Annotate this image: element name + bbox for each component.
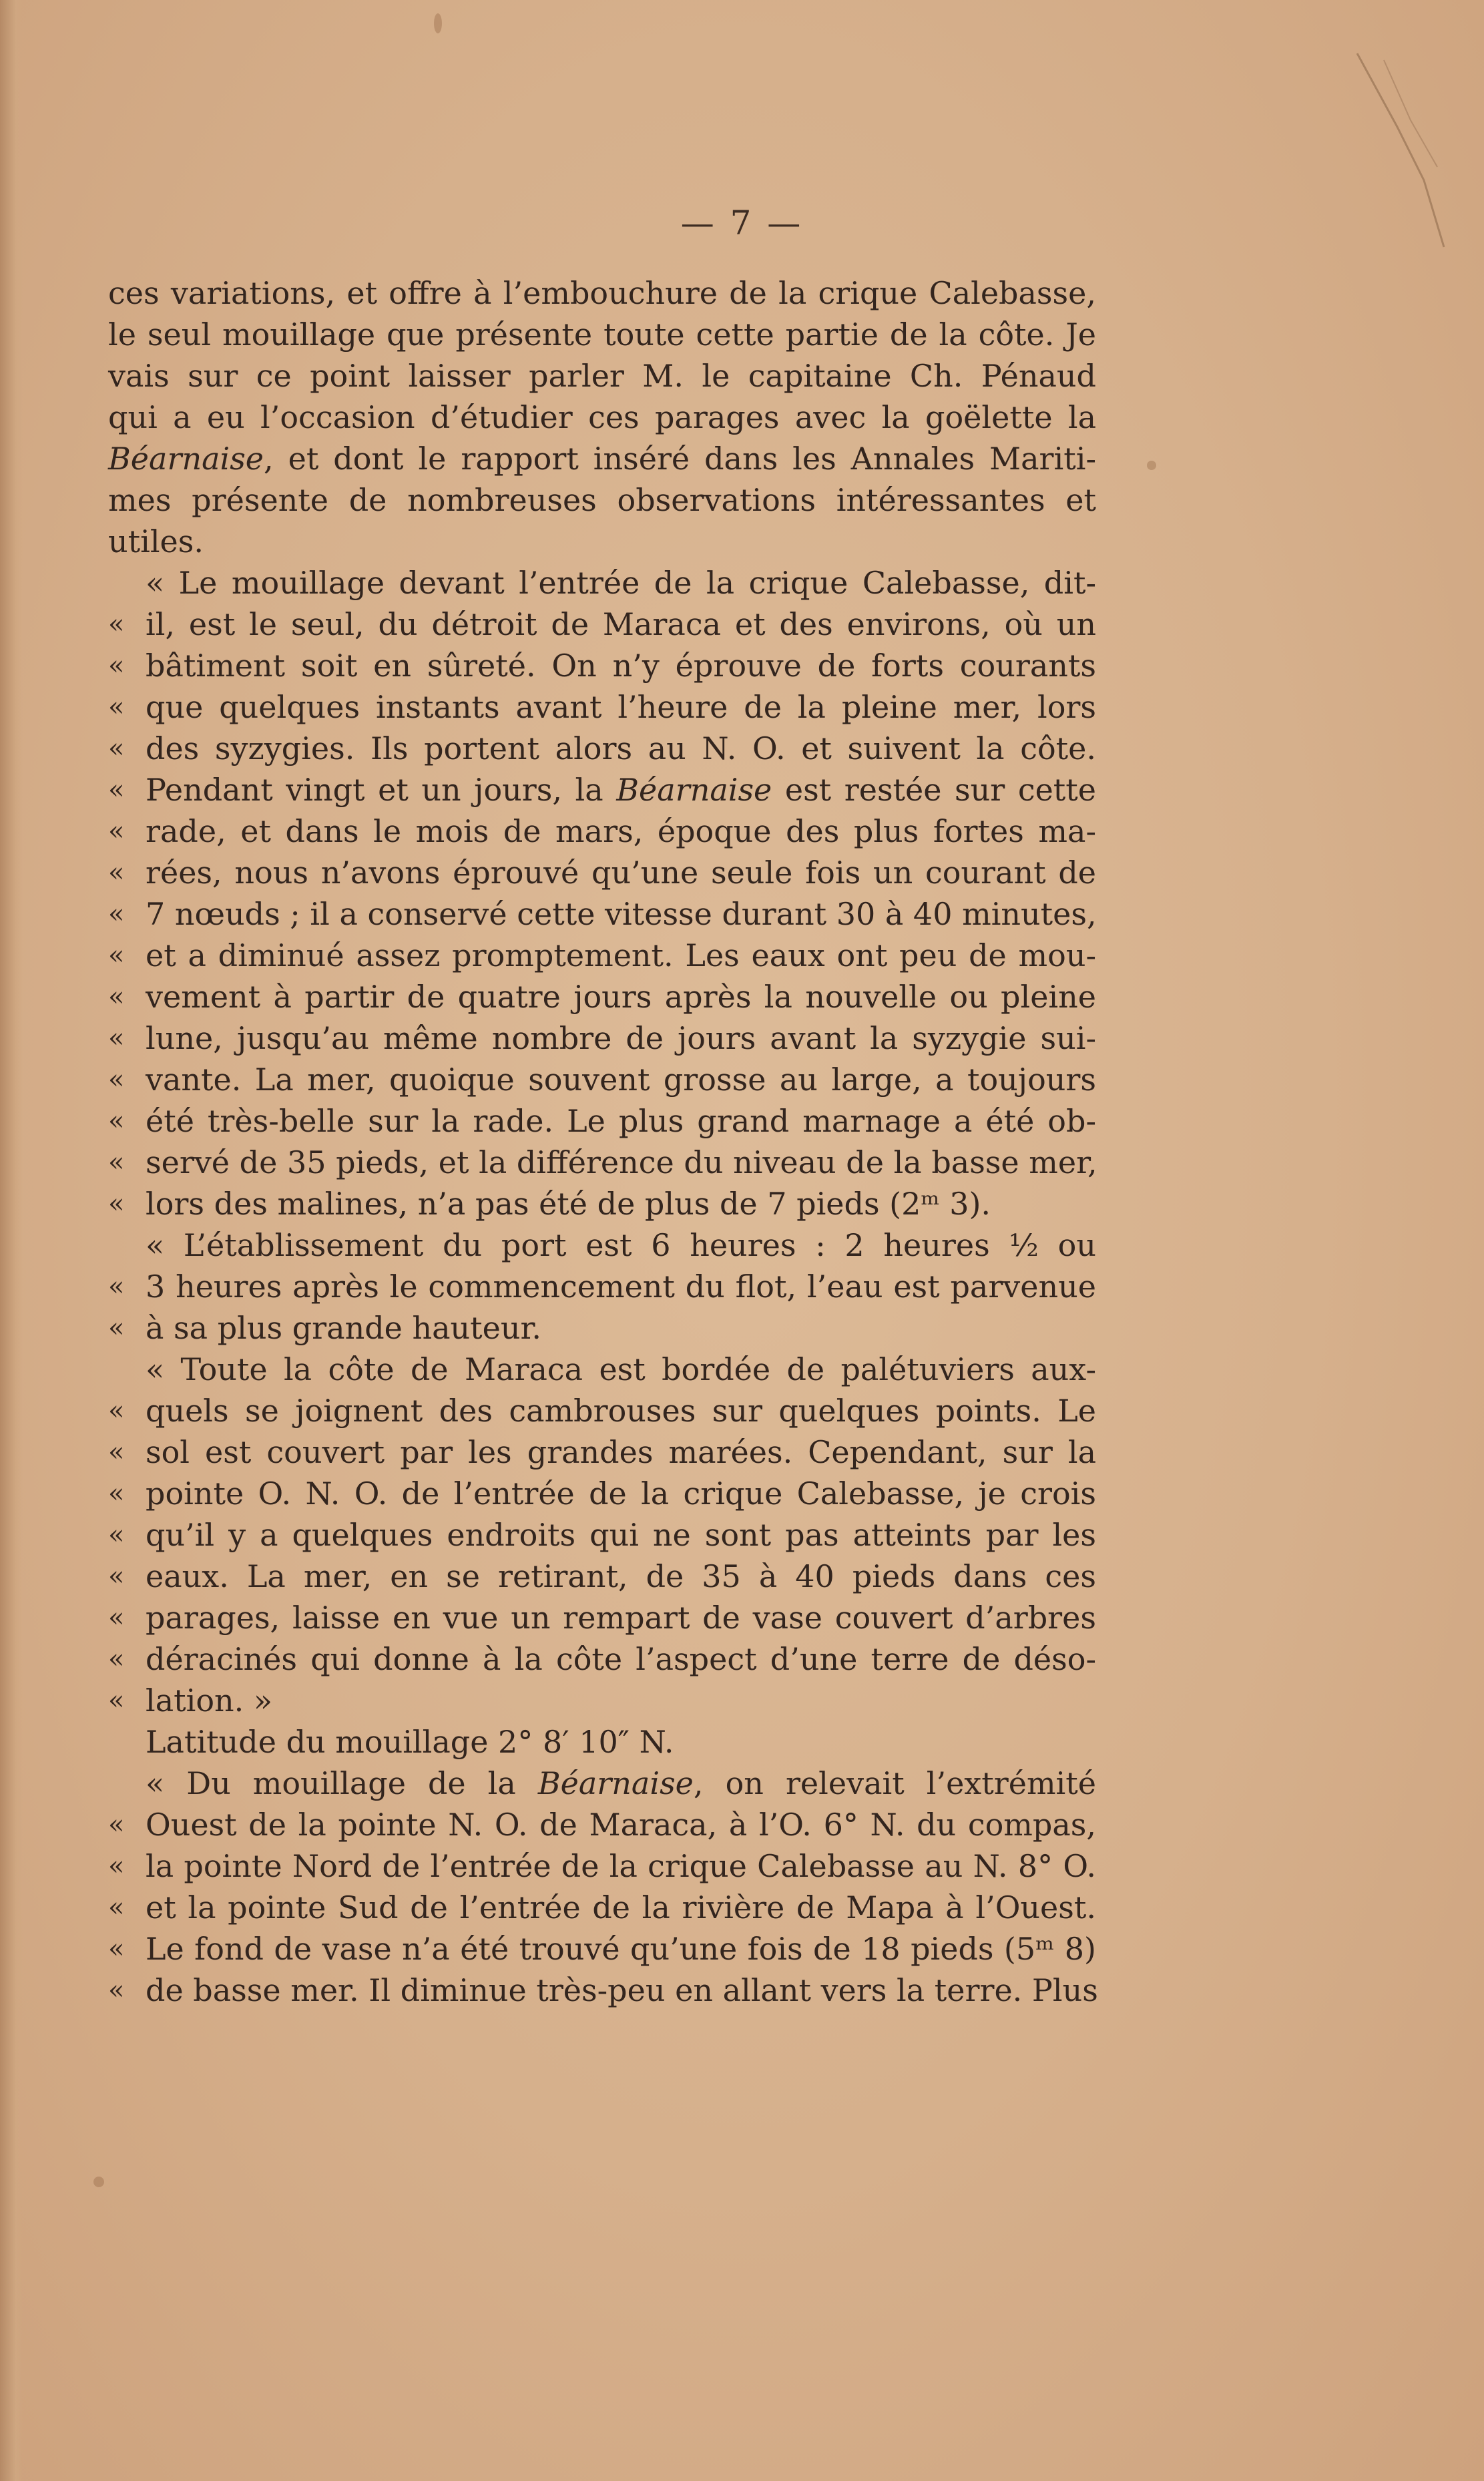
line-text: « Le mouillage devant l’entrée de la crique Calebasse, dit-: [146, 565, 1096, 601]
line-text: vais sur ce point laisser parler M. le capitaine Ch. Pénaud: [108, 358, 1096, 394]
line-text: , et dont le rapport inséré dans les Annales Mariti-: [264, 441, 1096, 477]
line-text: parages, laisse en vue un rempart de vase couvert d’arbres: [146, 1600, 1096, 1636]
text-line: [108, 1970, 1096, 2011]
text-line: [108, 562, 1096, 604]
text-line: [108, 1928, 1096, 1970]
stain-mark: [434, 13, 442, 33]
text-line: [108, 1556, 1096, 1597]
quote-mark: «: [108, 1934, 125, 1964]
text-line: [108, 1266, 1096, 1307]
quote-mark: «: [108, 899, 125, 929]
quote-mark: «: [108, 1561, 125, 1592]
quote-mark: «: [108, 940, 125, 971]
ship-name-italic: Béarnaise: [537, 1765, 694, 1801]
text-line: [108, 1804, 1096, 1845]
text-line: [108, 314, 1096, 355]
line-text: à sa plus grande hauteur.: [146, 1310, 542, 1346]
line-text: quels se joignent des cambrouses sur quelques points. Le: [146, 1393, 1096, 1429]
quote-mark: «: [108, 1064, 125, 1095]
line-text: rade, et dans le mois de mars, époque des plus fortes ma-: [146, 813, 1096, 849]
line-text: ces variations, et offre à l’embouchure de la crique Calebasse,: [108, 275, 1096, 311]
text-line: [108, 1431, 1096, 1473]
line-text: servé de 35 pieds, et la différence du niveau de la basse mer,: [146, 1144, 1097, 1180]
page-edge: [0, 0, 23, 2481]
text-line: [108, 1638, 1096, 1680]
line-text: Ouest de la pointe N. O. de Maraca, à l’O. 6° N. du compas,: [146, 1807, 1096, 1843]
quote-mark: «: [108, 1478, 125, 1509]
text-line: [108, 769, 1096, 811]
line-text: et a diminué assez promptement. Les eaux ont peu de mou-: [146, 937, 1096, 973]
text-line: [108, 1887, 1096, 1928]
line-text: lation. »: [146, 1682, 273, 1719]
text-line: [108, 976, 1096, 1018]
text-line: [108, 1597, 1096, 1638]
quote-mark: «: [108, 733, 125, 764]
text-line: [108, 1721, 1096, 1763]
quote-mark: «: [108, 1437, 125, 1468]
quote-mark: «: [108, 1644, 125, 1674]
text-line: [108, 355, 1096, 397]
quote-mark: «: [108, 1395, 125, 1426]
ship-name-italic: Béarnaise: [108, 441, 264, 477]
quote-mark: «: [108, 1271, 125, 1302]
text-line: [108, 1018, 1096, 1059]
text-line: [108, 1183, 1096, 1224]
line-text: lune, jusqu’au même nombre de jours avant la syzygie sui-: [146, 1020, 1096, 1056]
text-line: [108, 893, 1096, 935]
line-text: de basse mer. Il diminue très-peu en allant vers la terre. Plus: [146, 1972, 1098, 2008]
line-text: rées, nous n’avons éprouvé qu’une seule fois un courant de: [146, 855, 1096, 891]
line-text: il, est le seul, du détroit de Maraca et des environs, où un: [146, 606, 1096, 642]
line-text: Le fond de vase n’a été trouvé qu’une fois de 18 pieds (5ᵐ 8): [146, 1931, 1096, 1967]
text-line: [108, 1224, 1096, 1266]
line-text: , on relevait l’extrémité: [693, 1765, 1096, 1801]
text-line: [108, 645, 1096, 686]
quote-mark: «: [108, 1023, 125, 1054]
text-line: [108, 1845, 1096, 1887]
text-line: [108, 686, 1096, 728]
text-line: [108, 728, 1096, 769]
body-text: [108, 272, 1096, 2011]
line-text: mes présente de nombreuses observations intéressantes et: [108, 482, 1096, 518]
quote-mark: «: [108, 650, 125, 681]
quote-mark: «: [108, 1106, 125, 1136]
quote-mark: «: [108, 609, 125, 640]
line-text: Latitude du mouillage 2° 8′ 10″ N.: [146, 1724, 674, 1760]
quote-mark: «: [108, 692, 125, 722]
text-line: [108, 272, 1096, 314]
text-line: [108, 438, 1096, 479]
text-line: [108, 479, 1096, 521]
line-text: « L’établissement du port est 6 heures : 2 heures ½ ou: [146, 1227, 1096, 1263]
stain-mark: [93, 2177, 104, 2187]
line-text: la pointe Nord de l’entrée de la crique Calebasse au N. 8° O.: [146, 1848, 1096, 1884]
text-line: [108, 1763, 1096, 1804]
line-text: et la pointe Sud de l’entrée de la rivière de Mapa à l’Ouest.: [146, 1889, 1096, 1926]
line-text: sol est couvert par les grandes marées. Cependant, sur la: [146, 1434, 1096, 1470]
text-line: [108, 1307, 1096, 1349]
text-line: [108, 1680, 1096, 1721]
line-text: 7 nœuds ; il a conservé cette vitesse durant 30 à 40 minutes,: [146, 896, 1097, 932]
text-line: [108, 1142, 1096, 1183]
line-text: bâtiment soit en sûreté. On n’y éprouve de forts courants: [146, 648, 1096, 684]
page-number: — 7 —: [680, 204, 804, 242]
line-text: utiles.: [108, 523, 204, 559]
line-text: que quelques instants avant l’heure de la pleine mer, lors: [146, 689, 1096, 725]
text-line: [108, 852, 1096, 893]
line-text: eaux. La mer, en se retirant, de 35 à 40 pieds dans ces: [146, 1558, 1096, 1594]
line-text: le seul mouillage que présente toute cette partie de la côte. Je: [108, 316, 1096, 353]
line-text: « Toute la côte de Maraca est bordée de palétuviers aux-: [146, 1351, 1096, 1387]
line-text: vante. La mer, quoique souvent grosse au large, a toujours: [146, 1062, 1096, 1098]
line-text: pointe O. N. O. de l’entrée de la crique Calebasse, je crois: [146, 1476, 1096, 1512]
line-text: des syzygies. Ils portent alors au N. O. et suivent la côte.: [146, 730, 1096, 766]
line-text: 3 heures après le commencement du flot, l’eau est parvenue: [146, 1269, 1096, 1305]
text-line: [108, 1390, 1096, 1431]
quote-mark: «: [108, 1975, 125, 2006]
line-text: lors des malines, n’a pas été de plus de 7 pieds (2ᵐ 3).: [146, 1186, 991, 1222]
quote-mark: «: [108, 1602, 125, 1633]
quote-mark: «: [108, 981, 125, 1012]
line-text: « Du mouillage de la: [146, 1765, 538, 1801]
line-text: été très-belle sur la rade. Le plus grand marnage a été ob-: [146, 1103, 1096, 1139]
text-line: [108, 1100, 1096, 1142]
quote-mark: «: [108, 1892, 125, 1923]
stain-mark: [1147, 461, 1156, 470]
line-text: est restée sur cette: [772, 772, 1097, 808]
line-text: qu’il y a quelques endroits qui ne sont pas atteints par les: [146, 1517, 1096, 1553]
line-text: qui a eu l’occasion d’étudier ces parages avec la goëlette la: [108, 399, 1096, 435]
text-line: [108, 1514, 1096, 1556]
quote-mark: «: [108, 857, 125, 888]
text-line: [108, 521, 1096, 562]
quote-mark: «: [108, 1313, 125, 1343]
ship-name-italic: Béarnaise: [616, 772, 772, 808]
text-line: [108, 397, 1096, 438]
quote-mark: «: [108, 1147, 125, 1178]
text-line: [108, 811, 1096, 852]
quote-mark: «: [108, 774, 125, 805]
line-text: Pendant vingt et un jours, la: [146, 772, 617, 808]
quote-mark: «: [108, 1188, 125, 1219]
line-text: vement à partir de quatre jours après la nouvelle ou pleine: [146, 979, 1096, 1015]
text-line: [108, 935, 1096, 976]
text-line: [108, 1349, 1096, 1390]
text-line: [108, 1059, 1096, 1100]
quote-mark: «: [108, 1851, 125, 1881]
quote-mark: «: [108, 1809, 125, 1840]
line-text: déracinés qui donne à la côte l’aspect d’une terre de déso-: [146, 1641, 1096, 1677]
quote-mark: «: [108, 816, 125, 847]
text-line: [108, 1473, 1096, 1514]
quote-mark: «: [108, 1685, 125, 1716]
text-line: [108, 604, 1096, 645]
quote-mark: «: [108, 1520, 125, 1550]
